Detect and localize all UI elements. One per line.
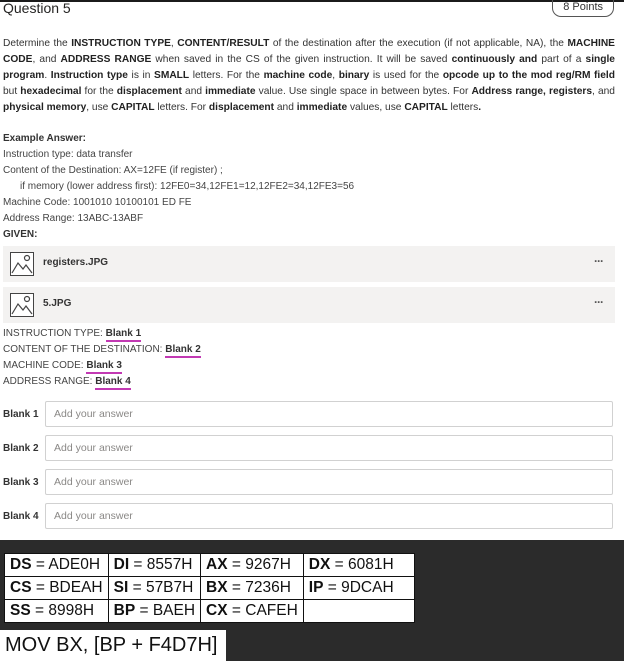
answer-line-2: CONTENT OF THE DESTINATION: Blank 2 bbox=[3, 344, 201, 355]
blank-4-input[interactable] bbox=[45, 503, 613, 529]
example-address-range: Address Range: 13ABC-13ABF bbox=[3, 213, 144, 224]
question-description: Determine the INSTRUCTION TYPE, CONTENT/RESULT of the destination after the execution (if not applicable, NA), the MACHINE CODE, and ADDRESS RANGE when saved in the CS of the given instruction. It will be saved continuously and part of a single program. Instruction type is in SMALL letters. For the machine code, binary is used for the opcode up to the mod reg/RM field but hexadecimal for the displacement and immediate value. Use single space in between bytes. For Address range, registers, and physical memory, use CAPITAL letters. For displacement and immediate values, use CAPITAL letters. bbox=[3, 38, 615, 113]
register-cell: SS = 8998H bbox=[5, 600, 109, 623]
register-cell: IP = 9DCAH bbox=[303, 577, 414, 600]
answer-line-1: INSTRUCTION TYPE: Blank 1 bbox=[3, 328, 141, 339]
image-icon bbox=[10, 252, 34, 276]
example-machine-code: Machine Code: 1001010 10100101 ED FE bbox=[3, 197, 192, 208]
example-heading: Example Answer: bbox=[3, 133, 86, 144]
register-cell: BX = 7236H bbox=[201, 577, 304, 600]
blank-label: Blank 1 bbox=[3, 409, 39, 420]
register-cell: CX = CAFEH bbox=[201, 600, 304, 623]
register-table bbox=[4, 553, 415, 623]
register-row bbox=[5, 600, 415, 623]
blank-marker: Blank 4 bbox=[95, 376, 131, 390]
example-type: Instruction type: data transfer bbox=[3, 149, 133, 160]
register-cell: DX = 6081H bbox=[303, 554, 414, 577]
attachment-name: registers.JPG bbox=[43, 257, 109, 268]
blank-row-2 bbox=[3, 435, 615, 463]
attachment-5[interactable] bbox=[3, 287, 615, 323]
more-options-icon[interactable]: ··· bbox=[594, 295, 603, 309]
blank-label: Blank 3 bbox=[3, 477, 39, 488]
attachment-registers[interactable] bbox=[3, 246, 615, 282]
register-cell: BP = BAEH bbox=[108, 600, 200, 623]
blank-label: Blank 2 bbox=[3, 443, 39, 454]
blank-row-1 bbox=[3, 401, 615, 429]
register-row bbox=[5, 554, 415, 577]
register-cell: DI = 8557H bbox=[108, 554, 200, 577]
question-title: Question 5 bbox=[3, 0, 71, 16]
given-heading: GIVEN: bbox=[3, 229, 38, 240]
blank-row-4 bbox=[3, 503, 615, 531]
given-instruction: MOV BX, [BP + F4D7H] bbox=[0, 630, 226, 661]
points-badge: 8 Points bbox=[552, 0, 614, 17]
blank-1-input[interactable] bbox=[45, 401, 613, 427]
attachment-name: 5.JPG bbox=[43, 298, 72, 309]
register-cell: CS = BDEAH bbox=[5, 577, 109, 600]
blank-row-3 bbox=[3, 469, 615, 497]
top-divider bbox=[0, 0, 624, 2]
blank-3-input[interactable] bbox=[45, 469, 613, 495]
answer-line-3: MACHINE CODE: Blank 3 bbox=[3, 360, 122, 371]
blank-marker: Blank 2 bbox=[165, 344, 201, 358]
more-options-icon[interactable]: ··· bbox=[594, 254, 603, 268]
example-memory: if memory (lower address first): 12FE0=34,12FE1=12,12FE2=34,12FE3=56 bbox=[20, 181, 355, 192]
answer-line-4: ADDRESS RANGE: Blank 4 bbox=[3, 376, 131, 387]
register-cell-empty bbox=[303, 600, 414, 623]
blank-2-input[interactable] bbox=[45, 435, 613, 461]
register-cell: AX = 9267H bbox=[201, 554, 304, 577]
blank-marker: Blank 1 bbox=[106, 328, 142, 342]
blank-label: Blank 4 bbox=[3, 511, 39, 522]
register-cell: DS = ADE0H bbox=[5, 554, 109, 577]
example-content: Content of the Destination: AX=12FE (if register) ; bbox=[3, 165, 223, 176]
image-icon bbox=[10, 293, 34, 317]
blank-marker: Blank 3 bbox=[86, 360, 122, 374]
register-cell: SI = 57B7H bbox=[108, 577, 200, 600]
register-row bbox=[5, 577, 415, 600]
